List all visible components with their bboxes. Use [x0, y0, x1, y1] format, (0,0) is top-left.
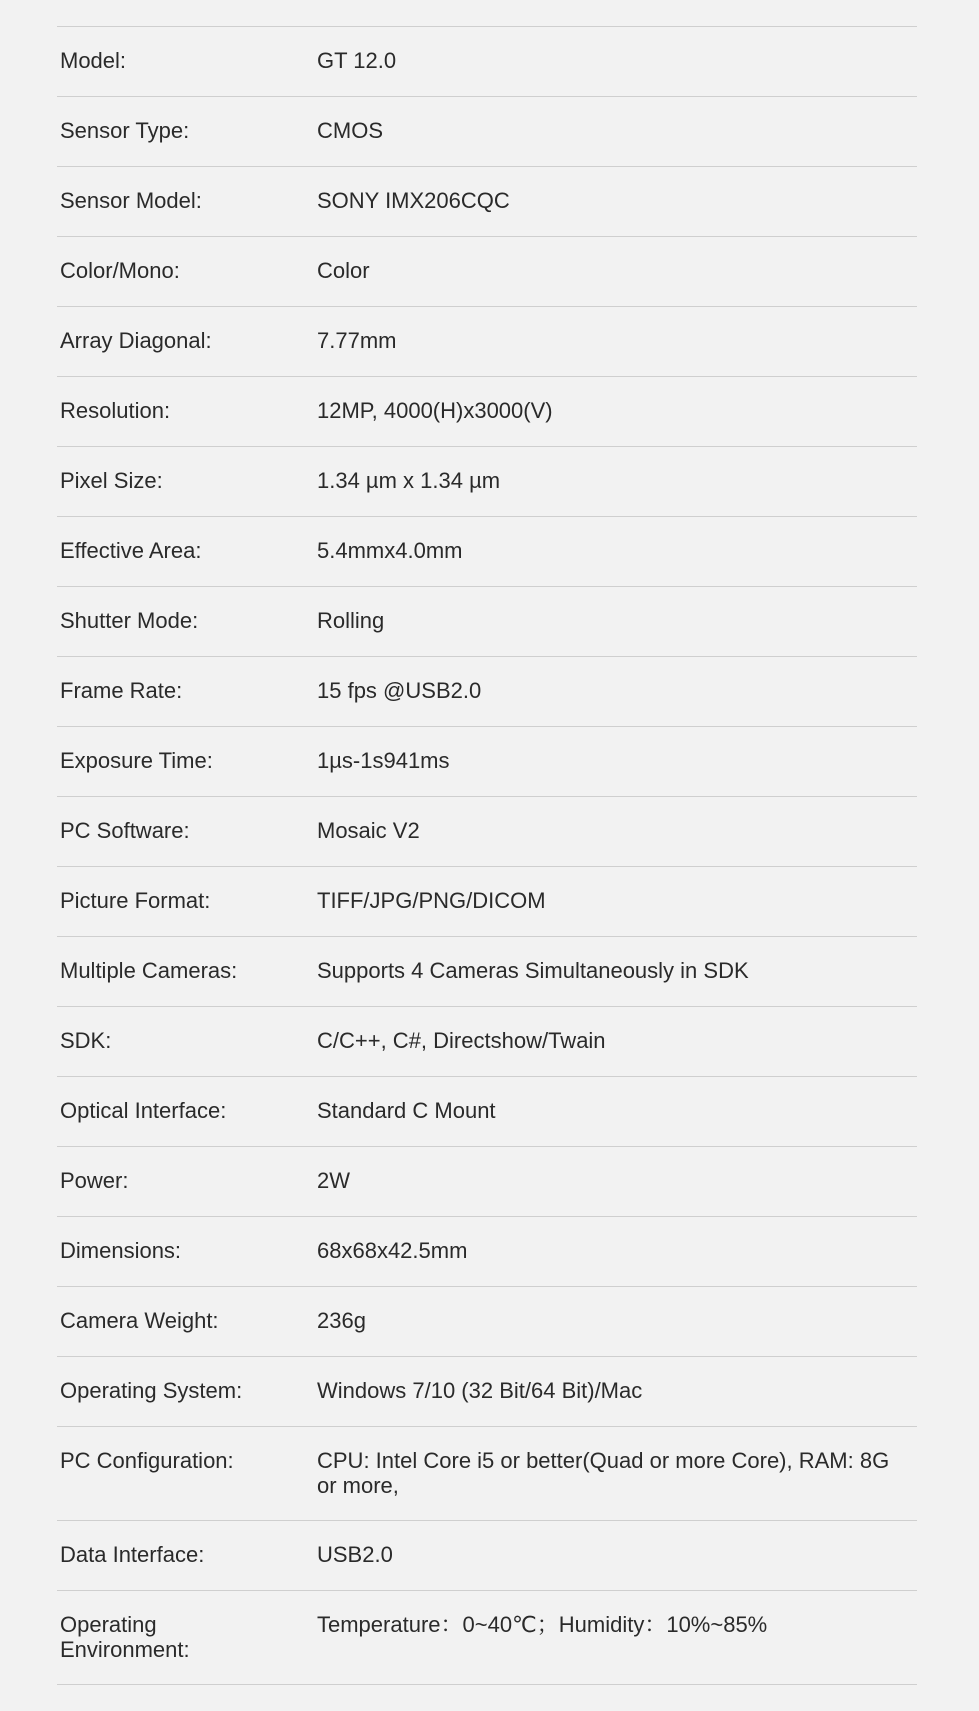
spec-row-sensor-model [57, 167, 917, 237]
spec-label: Operating System: [60, 1378, 243, 1403]
spec-row-exposure-time [57, 727, 917, 797]
spec-label: Frame Rate: [60, 678, 183, 703]
spec-label: Exposure Time: [60, 748, 213, 773]
spec-label: Camera Weight: [60, 1308, 219, 1333]
spec-label: Resolution: [60, 398, 171, 423]
spec-label: Array Diagonal: [60, 328, 212, 353]
spec-row-pc-software [57, 797, 917, 867]
spec-value: 2W [317, 1168, 350, 1193]
spec-row-color-mono [57, 237, 917, 307]
spec-row-optical-interface [57, 1077, 917, 1147]
spec-label: Model: [60, 48, 127, 73]
spec-row-data-interface [57, 1521, 917, 1591]
spec-row-pc-configuration [57, 1427, 917, 1521]
spec-row-model [57, 27, 917, 97]
spec-table [57, 26, 917, 1685]
spec-row-sensor-type [57, 97, 917, 167]
spec-label: Optical Interface: [60, 1098, 227, 1123]
spec-value: CPU: Intel Core i5 or better(Quad or more Core), RAM: 8G or more, [317, 1448, 890, 1498]
spec-label: PC Software: [60, 818, 190, 843]
spec-value: Standard C Mount [317, 1098, 496, 1123]
spec-value: 68x68x42.5mm [317, 1238, 468, 1263]
spec-row-sdk [57, 1007, 917, 1077]
spec-row-resolution [57, 377, 917, 447]
spec-row-operating-system [57, 1357, 917, 1427]
spec-row-operating-environment [57, 1591, 917, 1685]
spec-value: Mosaic V2 [317, 818, 420, 843]
spec-value: Color [317, 258, 370, 283]
spec-value: GT 12.0 [317, 48, 397, 73]
spec-value: 236g [317, 1308, 366, 1333]
spec-value: Rolling [317, 608, 385, 633]
spec-label: Shutter Mode: [60, 608, 199, 633]
spec-value: 12MP, 4000(H)x3000(V) [317, 398, 553, 423]
spec-value: 1.34 µm x 1.34 µm [317, 468, 501, 493]
spec-label: PC Configuration: [60, 1448, 234, 1473]
spec-value: C/C++, C#, Directshow/Twain [317, 1028, 606, 1053]
spec-row-power [57, 1147, 917, 1217]
spec-value: Temperature：0~40℃；Humidity：10%~85% [317, 1612, 768, 1637]
spec-value: 5.4mmx4.0mm [317, 538, 463, 563]
spec-value: TIFF/JPG/PNG/DICOM [317, 888, 546, 913]
spec-label: Color/Mono: [60, 258, 180, 283]
spec-label: Power: [60, 1168, 129, 1193]
spec-label: SDK: [60, 1028, 112, 1053]
spec-value: Supports 4 Cameras Simultaneously in SDK [317, 958, 749, 983]
spec-label: Picture Format: [60, 888, 211, 913]
spec-value: Windows 7/10 (32 Bit/64 Bit)/Mac [317, 1378, 643, 1403]
spec-label: Multiple Cameras: [60, 958, 238, 983]
spec-row-picture-format [57, 867, 917, 937]
spec-row-frame-rate [57, 657, 917, 727]
spec-row-pixel-size [57, 447, 917, 517]
spec-label: Data Interface: [60, 1542, 205, 1567]
spec-label: Dimensions: [60, 1238, 182, 1263]
spec-value: 15 fps @USB2.0 [317, 678, 482, 703]
spec-row-camera-weight [57, 1287, 917, 1357]
spec-value: 1µs-1s941ms [317, 748, 450, 773]
spec-row-shutter-mode [57, 587, 917, 657]
spec-value: USB2.0 [317, 1542, 393, 1567]
spec-row-multiple-cameras [57, 937, 917, 1007]
spec-value: CMOS [317, 118, 383, 143]
spec-row-effective-area [57, 517, 917, 587]
spec-row-dimensions [57, 1217, 917, 1287]
spec-label: Effective Area: [60, 538, 202, 563]
spec-label: Sensor Type: [60, 118, 190, 143]
spec-label: Pixel Size: [60, 468, 163, 493]
spec-value: 7.77mm [317, 328, 397, 353]
spec-row-array-diagonal [57, 307, 917, 377]
spec-value: SONY IMX206CQC [317, 188, 510, 213]
spec-label: Sensor Model: [60, 188, 202, 213]
spec-label: Operating Environment: [60, 1612, 190, 1662]
